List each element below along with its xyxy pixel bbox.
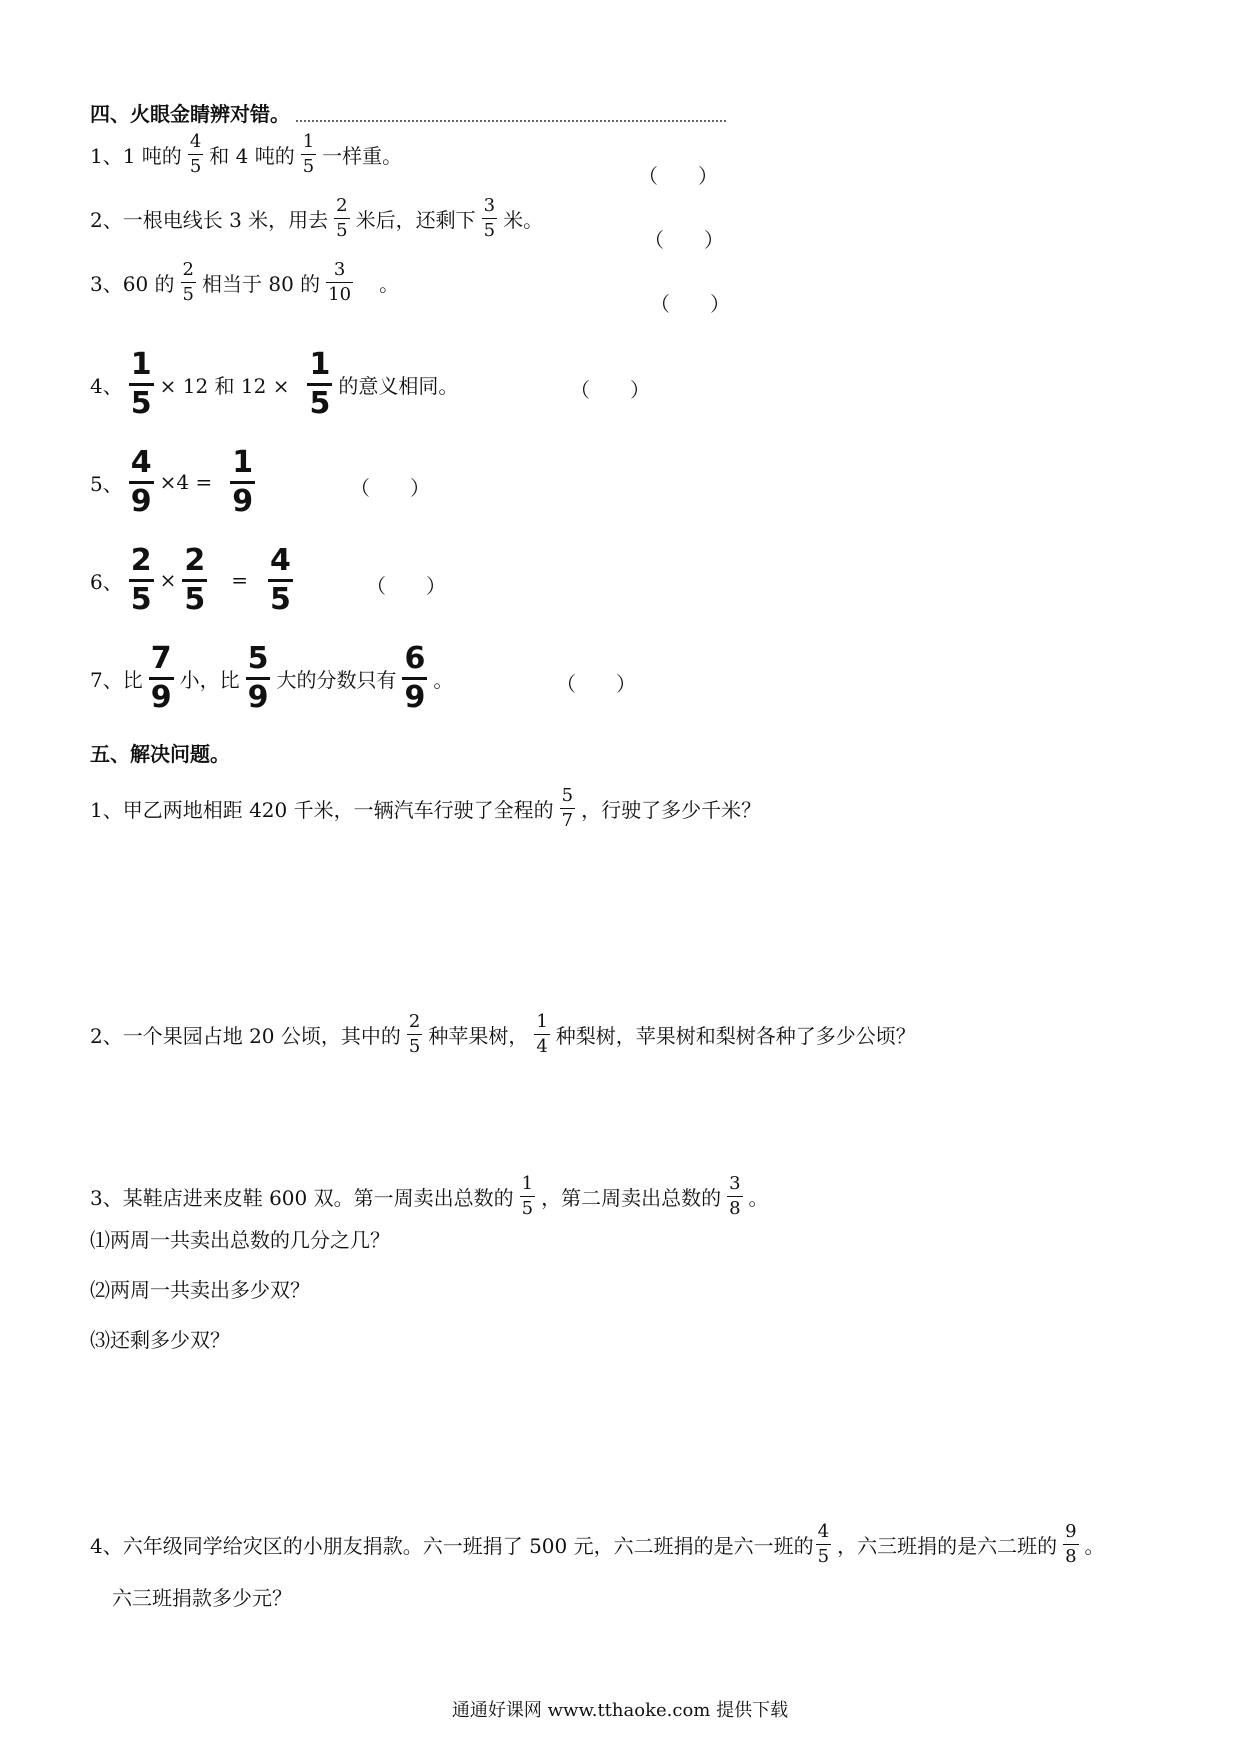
numerator: 7	[150, 640, 172, 676]
problem-4	[90, 1514, 1105, 1574]
section-5-title: 五、解决问题。	[90, 741, 230, 766]
fraction	[727, 1172, 742, 1219]
denominator: 7	[561, 809, 574, 831]
denominator: 9	[402, 677, 427, 713]
question-text: 4、	[90, 373, 123, 398]
numerator: 2	[130, 542, 152, 578]
judge-question-7	[90, 640, 454, 715]
problem-text: 1、甲乙两地相距 420 千米，一辆汽车行驶了全程的	[90, 797, 554, 822]
problem-text: 六三班捐款多少元？	[112, 1585, 292, 1610]
denominator: 5	[307, 383, 332, 419]
denominator: 9	[129, 481, 154, 517]
denominator: 5	[189, 155, 202, 177]
denominator: 8	[729, 1197, 741, 1219]
question-text: 一样重。	[322, 143, 403, 168]
answer-parentheses-3[interactable]: （ ）	[650, 292, 730, 316]
fraction	[1063, 1520, 1078, 1567]
footer-source: 通通好课网 www.tthaoke.com 提供下载	[451, 1700, 789, 1721]
denominator: 5	[182, 579, 207, 615]
fraction	[534, 1010, 549, 1057]
question-text: 7、比	[90, 667, 143, 692]
problem-3-sub-2	[90, 1264, 310, 1312]
question-text: 3、60 的	[90, 271, 175, 296]
denominator: 5	[129, 383, 154, 419]
numerator: 4	[817, 1520, 830, 1542]
denominator: 5	[129, 579, 154, 615]
numerator: 3	[729, 1172, 741, 1194]
fraction	[181, 258, 196, 305]
sub-question: ⑵两周一共卖出多少双？	[90, 1277, 310, 1302]
section-4-title: 四、火眼金睛辨对错。	[90, 101, 290, 126]
numerator: 3	[333, 258, 346, 280]
numerator: 9	[1065, 1520, 1077, 1542]
fraction	[407, 1010, 422, 1057]
judge-question-2	[90, 188, 543, 248]
fraction	[129, 542, 154, 617]
denominator: 10	[328, 283, 352, 305]
problem-1	[90, 778, 761, 838]
fraction	[520, 1172, 535, 1219]
numerator: 1	[130, 346, 152, 382]
fraction	[129, 346, 154, 421]
question-text: 大的分数只有	[276, 667, 397, 692]
question-text: 米。	[503, 207, 544, 232]
question-text: ×4 =	[159, 470, 213, 494]
fraction	[307, 346, 332, 421]
denominator: 5	[408, 1035, 421, 1057]
fraction	[129, 444, 154, 519]
problem-text: 种苹果树，	[428, 1023, 529, 1048]
denominator: 9	[149, 677, 174, 713]
question-text: 1、1 吨的	[90, 143, 182, 168]
answer-parentheses-7[interactable]: （ ）	[556, 672, 636, 696]
question-text: 和 4 吨的	[209, 143, 295, 168]
problem-text: 4、六年级同学给灾区的小朋友捐款。六一班捐了 500 元，六二班捐的是六一班的	[90, 1533, 814, 1558]
denominator: 5	[817, 1545, 830, 1567]
problem-3-sub-3	[90, 1314, 230, 1362]
numerator: 4	[189, 130, 202, 152]
fraction	[246, 640, 271, 715]
judge-question-1	[90, 124, 402, 184]
answer-parentheses-2[interactable]: （ ）	[644, 228, 724, 252]
fraction	[230, 444, 255, 519]
denominator: 5	[336, 219, 348, 241]
problem-text: 2、一个果园占地 20 公顷，其中的	[90, 1023, 401, 1048]
numerator: 4	[270, 542, 291, 578]
numerator: 1	[536, 1010, 548, 1032]
denominator: 8	[1065, 1545, 1077, 1567]
problem-text: 种梨树，苹果树和梨树各种了多少公顷？	[555, 1023, 916, 1048]
problem-2	[90, 1004, 916, 1064]
sub-question: ⑴两周一共卖出总数的几分之几？	[90, 1227, 390, 1252]
answer-parentheses-4[interactable]: （ ）	[570, 378, 650, 402]
fraction	[182, 542, 207, 617]
judge-question-6	[90, 542, 299, 617]
fraction	[482, 194, 497, 241]
numerator: 3	[483, 194, 496, 216]
numerator: 2	[336, 194, 348, 216]
denominator: 5	[302, 155, 315, 177]
question-text: 。	[379, 271, 400, 296]
problem-4-line-2	[112, 1572, 292, 1620]
numerator: 1	[309, 346, 331, 382]
fraction	[326, 258, 353, 305]
problem-text: 。	[1084, 1533, 1105, 1558]
problem-text: 3、某鞋店进来皮鞋 600 双。第一周卖出总数的	[90, 1185, 514, 1210]
denominator: 9	[230, 481, 255, 517]
problem-text: ，第二周卖出总数的	[541, 1185, 722, 1210]
numerator: 2	[184, 542, 206, 578]
question-text: 米后，还剩下	[355, 207, 476, 232]
problem-3-sub-1	[90, 1214, 390, 1262]
fraction	[188, 130, 203, 177]
fraction	[149, 640, 174, 715]
fraction	[268, 542, 293, 617]
answer-parentheses-1[interactable]: （ ）	[638, 164, 718, 188]
numerator: 1	[232, 444, 254, 480]
denominator: 9	[246, 677, 271, 713]
section-5-heading	[90, 722, 230, 782]
question-text: 2、一根电线长 3 米，用去	[90, 207, 329, 232]
question-text: 的意义相同。	[338, 373, 459, 398]
numerator: 2	[408, 1010, 421, 1032]
numerator: 5	[561, 784, 574, 806]
denominator: 4	[536, 1035, 548, 1057]
fraction	[560, 784, 575, 831]
question-text: =	[231, 568, 249, 592]
judge-question-5	[90, 444, 261, 519]
dotted-leader	[296, 108, 726, 122]
fraction	[301, 130, 316, 177]
denominator: 5	[268, 579, 293, 615]
sub-question: ⑶还剩多少双？	[90, 1327, 230, 1352]
numerator: 5	[247, 640, 269, 676]
numerator: 1	[521, 1172, 534, 1194]
fraction	[402, 640, 427, 715]
judge-question-3	[90, 252, 399, 312]
denominator: 5	[483, 219, 496, 241]
question-text: 。	[433, 667, 454, 692]
question-text: 5、	[90, 471, 123, 496]
problem-text: ，行驶了多少千米？	[581, 797, 762, 822]
answer-parentheses-6[interactable]: （ ）	[366, 574, 446, 598]
question-text: 相当于 80 的	[201, 271, 321, 296]
answer-parentheses-5[interactable]: （ ）	[350, 476, 430, 500]
fraction	[816, 1520, 831, 1567]
question-text: × 12 和 12 ×	[159, 373, 290, 398]
numerator: 2	[182, 258, 194, 280]
question-text: 6、	[90, 569, 123, 594]
judge-question-4	[90, 346, 459, 421]
denominator: 5	[182, 283, 194, 305]
problem-text: ，六三班捐的是六二班的	[837, 1533, 1058, 1558]
question-text: 小，比	[179, 667, 240, 692]
numerator: 4	[130, 444, 152, 480]
fraction	[334, 194, 349, 241]
denominator: 5	[521, 1197, 534, 1219]
question-text: ×	[159, 568, 177, 592]
numerator: 1	[302, 130, 315, 152]
numerator: 6	[404, 640, 426, 676]
problem-text: 。	[748, 1185, 769, 1210]
